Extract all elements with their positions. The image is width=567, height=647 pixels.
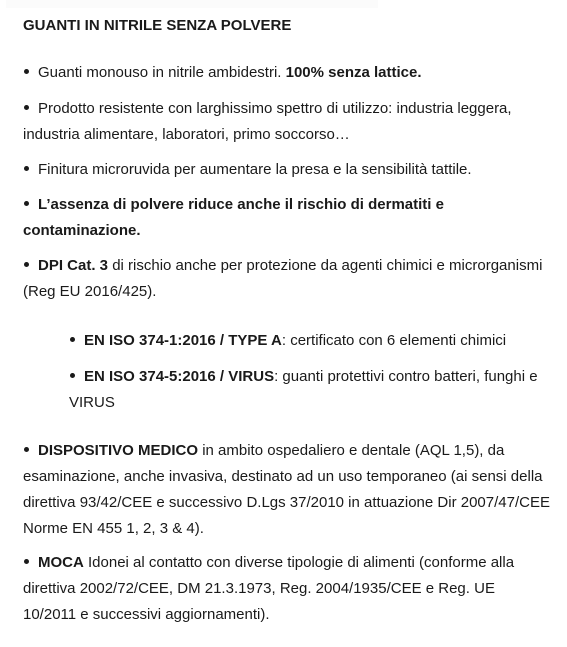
- list-item: [23, 192, 543, 244]
- item-text: Idonei al contatto con diverse tipologie di alimenti (conforme alla direttiva 2002/72/CEE, DM 21.3.1973, Reg. 2004/1935/CEE e Reg. UE 10/2011 e successivi aggiornamenti).: [23, 554, 515, 623]
- bullet-icon: [24, 166, 29, 171]
- item-text: Finitura microruvida per aumentare la presa e la sensibilità tattile.: [38, 161, 472, 178]
- item-bold-lead: L’assenza di polvere riduce anche il rischio di dermatiti e contaminazione.: [23, 196, 444, 239]
- top-strip: [6, 0, 378, 8]
- item-bold-lead: DISPOSITIVO MEDICO: [38, 442, 199, 459]
- item-bold-lead: MOCA: [38, 554, 84, 571]
- list-item: [23, 438, 551, 542]
- bullet-icon: [70, 337, 75, 342]
- list-item: [23, 60, 543, 86]
- item-text: Guanti monouso in nitrile ambidestri.: [38, 64, 286, 81]
- bullet-icon: [70, 373, 75, 378]
- sub-item-bold-lead: EN ISO 374-1:2016 / TYPE A: [84, 332, 282, 349]
- list-item: [23, 253, 543, 305]
- item-bold-lead: DPI Cat. 3: [38, 257, 109, 274]
- sub-item-bold-lead: EN ISO 374-5:2016 / VIRUS: [84, 368, 275, 385]
- page-title: GUANTI IN NITRILE SENZA POLVERE: [23, 17, 292, 34]
- bullet-icon: [24, 69, 29, 74]
- item-bold-tail: 100% senza lattice.: [285, 64, 422, 81]
- item-text: Prodotto resistente con larghissimo spettro di utilizzo: industria leggera, industria alimentare, laboratori, primo soccorso…: [23, 100, 512, 143]
- sub-list-item: [69, 364, 539, 416]
- sub-item-text: : guanti protettivi contro batteri, funghi e VIRUS: [69, 368, 538, 411]
- sub-list-item: [69, 328, 549, 354]
- sub-item-text: : certificato con 6 elementi chimici: [281, 332, 507, 349]
- bullet-icon: [24, 201, 29, 206]
- bullet-icon: [24, 447, 29, 452]
- item-text: in ambito ospedaliero e dentale (AQL 1,5), da esaminazione, anche invasiva, destinato ad un uso temporaneo (ai sensi della direttiva 93/42/CEE e successivo D.Lgs 37/2010 in attuazione Dir 2007/47/CEE Norme EN 455 1, 2, 3 & 4).: [23, 442, 550, 537]
- list-item: [23, 157, 543, 183]
- bullet-icon: [24, 559, 29, 564]
- list-item: [23, 96, 543, 148]
- item-text: di rischio anche per protezione da agenti chimici e microrganismi (Reg EU 2016/425).: [23, 257, 543, 300]
- bullet-icon: [24, 262, 29, 267]
- list-item: [23, 550, 551, 628]
- bullet-icon: [24, 105, 29, 110]
